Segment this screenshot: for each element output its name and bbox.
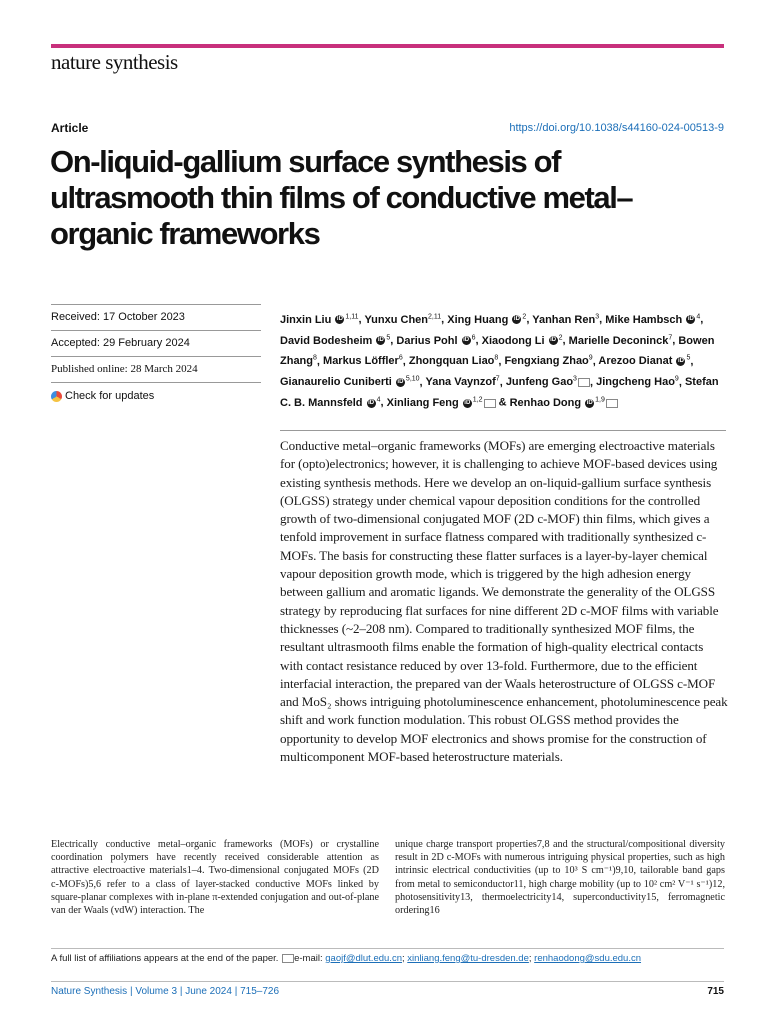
author-entry <box>447 314 526 326</box>
orcid-icon[interactable]: iD <box>586 399 593 406</box>
author-affiliation-sup: 2 <box>558 333 563 341</box>
author-affiliation-sup: 3 <box>595 313 600 320</box>
author-entry <box>396 335 475 347</box>
author-affiliation-sup: 1,11 <box>345 313 359 320</box>
accepted-date: Accepted: 29 February 2024 <box>51 330 261 356</box>
author-name: Yunxu Chen <box>364 313 428 326</box>
envelope-icon[interactable] <box>606 399 618 408</box>
author-name: Fengxiang Zhao <box>504 355 589 368</box>
email-link-feng[interactable]: xinliang.feng@tu-dresden.de <box>407 953 529 964</box>
author-affiliation-sup: 8 <box>313 354 317 362</box>
author-name: Xinliang Feng <box>386 397 459 410</box>
author-entry <box>506 376 590 388</box>
author-affiliation-sup: 5 <box>386 333 391 341</box>
envelope-icon <box>282 954 294 963</box>
orcid-icon[interactable]: iD <box>368 399 375 406</box>
author-entry <box>280 376 420 388</box>
author-affiliation-sup: 2,11 <box>428 313 442 320</box>
author-affiliation-sup: 7 <box>495 375 500 383</box>
author-affiliation-sup: 1,2 <box>472 396 483 404</box>
author-entry <box>364 314 441 326</box>
footer-volume: Volume 3 <box>135 986 178 997</box>
footer-date: June 2024 <box>185 986 232 997</box>
author-entry <box>280 335 390 347</box>
orcid-icon[interactable]: iD <box>336 316 343 323</box>
author-name: Stefan C. B. Mannsfeld <box>280 376 719 410</box>
publication-dates <box>51 304 261 408</box>
author-name: Darius Pohl <box>396 334 458 347</box>
author-affiliation-sup: 2 <box>522 313 527 320</box>
author-affiliation-sup: 5,10 <box>405 375 420 383</box>
footer-divider <box>51 981 724 982</box>
author-affiliation-sup: 4 <box>696 313 701 320</box>
author-name: Yanhan Ren <box>532 313 596 326</box>
author-entry <box>425 376 499 388</box>
author-entry <box>510 397 618 409</box>
author-name: Xing Huang <box>447 313 509 326</box>
check-updates-button[interactable] <box>51 382 261 408</box>
email-link-dong[interactable]: renhaodong@sdu.edu.cn <box>534 953 642 964</box>
author-name: Zhongquan Liao <box>408 355 495 368</box>
author-name: Marielle Deconinck <box>568 334 669 347</box>
author-entry <box>569 335 673 347</box>
orcid-icon[interactable]: iD <box>377 337 384 344</box>
orcid-icon[interactable]: iD <box>463 337 470 344</box>
author-name: Arezoo Dianat <box>598 355 673 368</box>
envelope-icon[interactable] <box>578 378 590 387</box>
author-name: Junfeng Gao <box>505 376 574 389</box>
author-entry <box>387 397 496 409</box>
author-entry <box>504 355 592 367</box>
author-entry <box>596 376 679 388</box>
email-link-gao[interactable]: gaojf@dlut.edu.cn <box>325 953 402 964</box>
orcid-icon[interactable]: iD <box>677 357 684 364</box>
footer-pages: 715–726 <box>240 986 280 997</box>
abstract-divider <box>280 430 726 431</box>
author-name: Markus Löffler <box>323 355 399 368</box>
author-affiliation-sup: 4 <box>376 396 381 404</box>
author-affiliation-sup: 9 <box>674 375 679 383</box>
author-entry <box>280 314 359 326</box>
author-entry <box>482 335 563 347</box>
author-name: David Bodesheim <box>280 334 373 347</box>
footnote-divider <box>51 948 724 949</box>
author-affiliation-sup: 8 <box>494 354 499 362</box>
author-entry <box>598 355 690 367</box>
article-type-label: Article <box>51 121 89 135</box>
author-affiliation-sup: 6 <box>471 333 476 341</box>
author-affiliation-sup: 3 <box>573 375 577 383</box>
orcid-icon[interactable]: iD <box>397 378 404 385</box>
author-entry <box>409 355 498 367</box>
body-column-2: unique charge transport properties7,8 and the structural/compositional diversity result in 2D c-MOFs with numerous intriguing physical properties, such as high intrinsic electrical conductivities (up to 10³ S cm⁻¹)9,10, tailorable band gaps from metal to semiconductor11, high charge mobility (up to 10² cm² V⁻¹ s⁻¹)12, photosensitivity13, thermoelectricity14, superconductivity15, ferromagnetic ordering16 <box>395 839 725 917</box>
email-label: e-mail: <box>294 953 323 964</box>
orcid-icon[interactable]: iD <box>687 316 694 323</box>
published-date: Published online: 28 March 2024 <box>51 356 261 382</box>
author-name: Xiaodong Li <box>481 334 545 347</box>
author-name: Renhao Dong <box>509 397 582 410</box>
author-name: Jingcheng Hao <box>596 376 675 389</box>
author-entry <box>605 314 700 326</box>
author-name: Jinxin Liu <box>280 313 332 326</box>
author-affiliation-sup: 1,9 <box>595 396 605 404</box>
author-affiliation-sup: 6 <box>398 354 403 362</box>
author-entry <box>323 355 403 367</box>
doi-link[interactable]: https://doi.org/10.1038/s44160-024-00513-9 <box>509 122 724 134</box>
check-updates-icon <box>51 391 62 402</box>
received-date: Received: 17 October 2023 <box>51 304 261 330</box>
author-name: Mike Hambsch <box>605 313 683 326</box>
author-name: Yana Vaynzof <box>425 376 496 389</box>
author-name: Gianaurelio Cuniberti <box>280 376 392 389</box>
author-affiliation-sup: 9 <box>588 354 593 362</box>
orcid-icon[interactable]: iD <box>464 399 471 406</box>
author-entry <box>532 314 599 326</box>
author-name: Bowen Zhang <box>280 334 715 368</box>
journal-name: nature synthesis <box>51 50 178 74</box>
journal-header-bar <box>51 44 724 48</box>
abstract: Conductive metal–organic frameworks (MOFs) are emerging electroactive materials for (opto)electronics; however, it is challenging to achieve MOF-based devices using existing synthesis methods. Here we develop an on-liquid-gallium surface synthesis (OLGSS) strategy under chemical vapour deposition conditions for the controlled growth of two-dimensional conjugated MOF (2D c-MOF) thin films, which gives a tenfold improvement in surface flatness compared with traditionally synthesized c-MOFs. The basis for constructing these flatter surfaces is a layer-by-layer chemical vapour deposition growth mode, which is triggered by the high adhesion energy between gallium and aromatic ligands. We demonstrate the generality of the OLGSS strategy by reproducing flat surfaces for nine different 2D c-MOF films with variable thicknesses (~2–208 nm). Compared to traditionally synthesized MOF films, the resultant ultrasmooth films enable the formation of high-quality electrical contacts with contact resistance reduced by over 13-fold. Furthermore, due to the efficient interfacial interaction, the prepared van der Waals heterostructure of OLGSS c-MOF and MoS₂ shows intriguing photoluminescence enhancement, photoluminescence peak shift and work function modulation. This robust OLGSS method provides the opportunity to develop MOF electronics and shows promise for the construction of multicomponent MOF-based heterostructure materials. <box>280 438 728 765</box>
envelope-icon[interactable] <box>484 399 496 408</box>
orcid-icon[interactable]: iD <box>513 316 520 323</box>
page-footer: Nature Synthesis | Volume 3 | June 2024 | 715–726 <box>51 986 280 997</box>
page-number: 715 <box>707 986 724 997</box>
article-title: On-liquid-gallium surface synthesis of ultrasmooth thin films of conductive metal–organic frameworks <box>50 144 633 251</box>
footer-journal: Nature Synthesis <box>51 986 128 997</box>
body-column-1: Electrically conductive metal–organic frameworks (MOFs) or crystalline coordination polymers have recently received considerable attention as attractive electroactive materials1–4. Two-dimensional conjugated MOFs (2D c-MOFs)5,6 refer to a class of layer-stacked conductive MOFs linked by square-planar complexes with in-plane π-extended conjugation and out-of-plane van der Waals (vdW) interaction. The <box>51 839 379 917</box>
author-affiliation-sup: 7 <box>668 333 673 341</box>
affiliations-note: A full list of affiliations appears at the end of the paper. <box>51 953 279 964</box>
affiliations-footnote: A full list of affiliations appears at the end of the paper. e-mail: gaojf@dlut.edu.cn; xinliang.feng@tu-dresden.de; renhaodong@sdu.edu.cn <box>51 953 642 964</box>
orcid-icon[interactable]: iD <box>550 337 557 344</box>
check-updates-label: Check for updates <box>65 390 155 402</box>
author-affiliation-sup: 5 <box>686 354 691 362</box>
author-list: Jinxin Liu iD $^{1,11}$, Yunxu Chen$^{2,11}$, Xing Huang iD $^2$, Yanhan Ren$^3$, Mike Hambsch iD $^4$, David Bodesheim iD $^5$, Darius Pohl iD $^6$, Xiaodong Li iD $^2$, Marielle Deconinck$^7$, Bowen Zhang$^8$, Markus Löffler$^6$, Zhongquan Liao$^8$, Fengxiang Zhao$^9$, Arezoo Dianat iD $^5$, Gianaurelio Cuniberti iD $^{5,10}$, Yana Vaynzof$^7$, Junfeng Gao$^3$ , Jingcheng Hao$^9$, Stefan C. B. Mannsfeld iD $^4$, Xinliang Feng iD $^{1,2}$ & Renhao Dong iD $^{1,9}$ <box>280 313 719 410</box>
